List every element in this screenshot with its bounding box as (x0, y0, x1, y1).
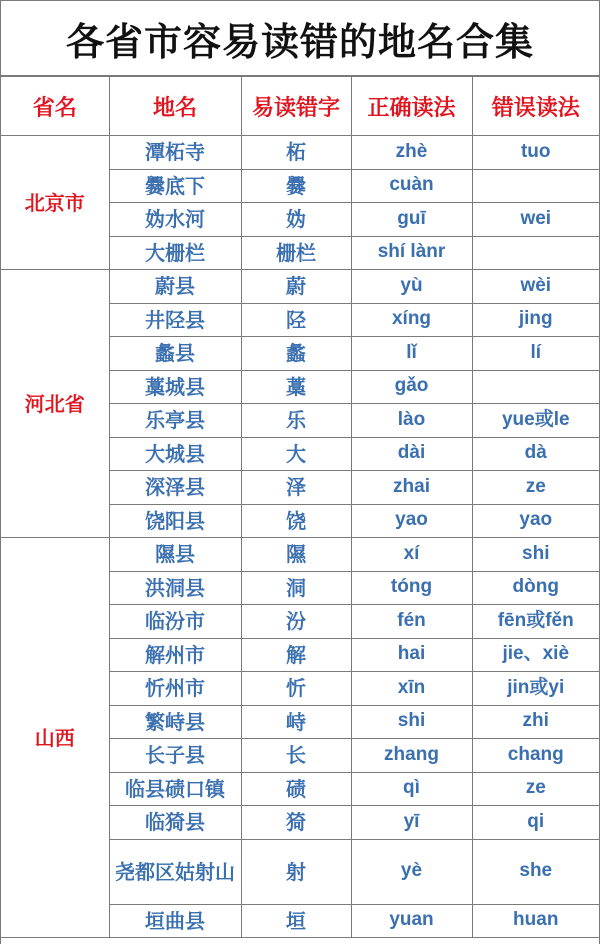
header-province: 省名 (1, 77, 109, 136)
province-name-cell: 北京市 (1, 136, 109, 270)
wrong-reading-cell: dòng (472, 571, 599, 605)
misread-char-cell: 乐 (241, 404, 351, 438)
table-row (1, 538, 599, 572)
wrong-reading-cell: shi (472, 538, 599, 572)
table-header-row (1, 77, 599, 136)
wrong-reading-cell: yue或le (472, 404, 599, 438)
place-cell: 垣曲县 (109, 904, 241, 938)
correct-reading-cell: zhai (351, 471, 472, 505)
correct-reading-cell: yī (351, 806, 472, 840)
wrong-reading-cell: zhi (472, 705, 599, 739)
misread-char-cell: 汾 (241, 605, 351, 639)
correct-reading-cell: xí (351, 538, 472, 572)
place-cell: 乐亭县 (109, 404, 241, 438)
correct-reading-cell: lào (351, 404, 472, 438)
place-cell: 临汾市 (109, 605, 241, 639)
correct-reading-cell: yè (351, 839, 472, 904)
misread-char-cell: 忻 (241, 672, 351, 706)
province-name-cell: 河北省 (1, 270, 109, 538)
wrong-reading-cell (472, 169, 599, 203)
correct-reading-cell: shí lànr (351, 236, 472, 270)
wrong-reading-cell: ze (472, 772, 599, 806)
correct-reading-cell: xíng (351, 303, 472, 337)
misread-char-cell: 长 (241, 739, 351, 773)
correct-reading-cell: hai (351, 638, 472, 672)
place-cell: 大城县 (109, 437, 241, 471)
correct-reading-cell: yao (351, 504, 472, 538)
page-title: 各省市容易读错的地名合集 (1, 0, 599, 76)
misread-char-cell: 蔚 (241, 270, 351, 304)
wrong-reading-cell: dà (472, 437, 599, 471)
place-cell: 尧都区姑射山 (109, 839, 241, 904)
place-cell: 长子县 (109, 739, 241, 773)
place-cell: 井陉县 (109, 303, 241, 337)
header-place: 地名 (109, 77, 241, 136)
correct-reading-cell: yuan (351, 904, 472, 938)
header-correct-reading: 正确读法 (351, 77, 472, 136)
place-cell: 洪洞县 (109, 571, 241, 605)
misread-char-cell: 泽 (241, 471, 351, 505)
wrong-reading-cell: lí (472, 337, 599, 371)
correct-reading-cell: dài (351, 437, 472, 471)
place-cell: 大栅栏 (109, 236, 241, 270)
correct-reading-cell: guī (351, 203, 472, 237)
table-body (1, 136, 599, 938)
misread-char-cell: 柘 (241, 136, 351, 170)
misread-char-cell: 爨 (241, 169, 351, 203)
misread-char-cell: 蠡 (241, 337, 351, 371)
misread-char-cell: 洞 (241, 571, 351, 605)
correct-reading-cell: zhang (351, 739, 472, 773)
misread-char-cell: 解 (241, 638, 351, 672)
place-cell: 饶阳县 (109, 504, 241, 538)
place-cell: 蔚县 (109, 270, 241, 304)
wrong-reading-cell: qi (472, 806, 599, 840)
place-cell: 临县碛口镇 (109, 772, 241, 806)
place-cell: 藁城县 (109, 370, 241, 404)
correct-reading-cell: lǐ (351, 337, 472, 371)
misread-char-cell: 陉 (241, 303, 351, 337)
wrong-reading-cell: wèi (472, 270, 599, 304)
place-cell: 深泽县 (109, 471, 241, 505)
place-cell: 妫水河 (109, 203, 241, 237)
correct-reading-cell: xīn (351, 672, 472, 706)
wrong-reading-cell: jin或yi (472, 672, 599, 706)
header-misread-char: 易读错字 (241, 77, 351, 136)
place-cell: 繁峙县 (109, 705, 241, 739)
header-wrong-reading: 错误读法 (472, 77, 599, 136)
correct-reading-cell: fén (351, 605, 472, 639)
misread-char-cell: 藁 (241, 370, 351, 404)
place-cell: 隰县 (109, 538, 241, 572)
wrong-reading-cell: ze (472, 471, 599, 505)
correct-reading-cell: yù (351, 270, 472, 304)
place-cell: 蠡县 (109, 337, 241, 371)
correct-reading-cell: gǎo (351, 370, 472, 404)
misread-char-cell: 隰 (241, 538, 351, 572)
wrong-reading-cell: jie、xiè (472, 638, 599, 672)
misread-char-cell: 峙 (241, 705, 351, 739)
misread-char-cell: 栅栏 (241, 236, 351, 270)
wrong-reading-cell (472, 236, 599, 270)
misread-char-cell: 碛 (241, 772, 351, 806)
wrong-reading-cell: yao (472, 504, 599, 538)
correct-reading-cell: tóng (351, 571, 472, 605)
misread-char-cell: 大 (241, 437, 351, 471)
misread-char-cell: 射 (241, 839, 351, 904)
province-name-cell: 山西 (1, 538, 109, 938)
wrong-reading-cell (472, 370, 599, 404)
misread-char-cell: 垣 (241, 904, 351, 938)
place-cell: 爨底下 (109, 169, 241, 203)
table-row (1, 270, 599, 304)
correct-reading-cell: qì (351, 772, 472, 806)
misread-char-cell: 猗 (241, 806, 351, 840)
wrong-reading-cell: tuo (472, 136, 599, 170)
correct-reading-cell: shi (351, 705, 472, 739)
place-cell: 临猗县 (109, 806, 241, 840)
correct-reading-cell: zhè (351, 136, 472, 170)
wrong-reading-cell: chang (472, 739, 599, 773)
misread-char-cell: 饶 (241, 504, 351, 538)
misread-char-cell: 妫 (241, 203, 351, 237)
wrong-reading-cell: huan (472, 904, 599, 938)
place-name-table (1, 76, 599, 938)
wrong-reading-cell: she (472, 839, 599, 904)
table-row (1, 136, 599, 170)
place-cell: 忻州市 (109, 672, 241, 706)
wrong-reading-cell: wei (472, 203, 599, 237)
correct-reading-cell: cuàn (351, 169, 472, 203)
wrong-reading-cell: jing (472, 303, 599, 337)
wrong-reading-cell: fēn或fěn (472, 605, 599, 639)
place-cell: 解州市 (109, 638, 241, 672)
place-cell: 潭柘寺 (109, 136, 241, 170)
